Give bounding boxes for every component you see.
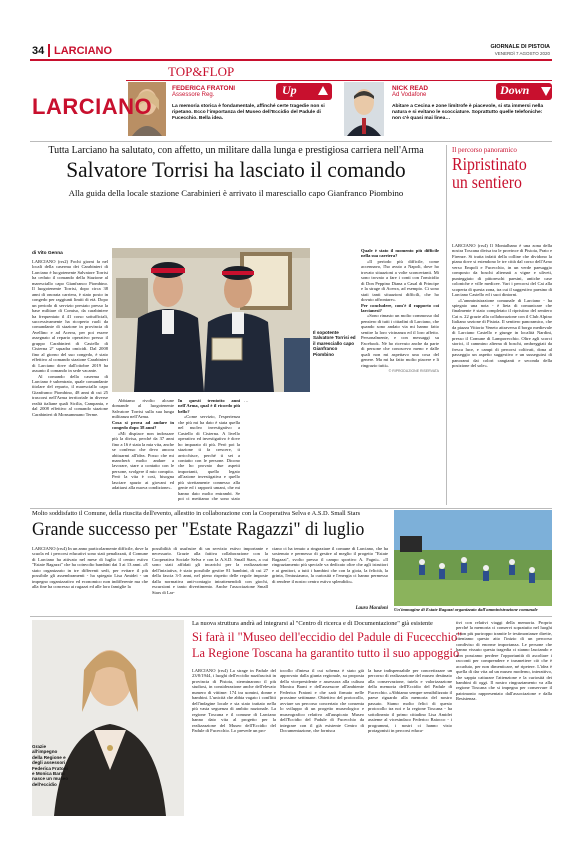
topflop-brand: TOP&FLOP	[168, 64, 235, 79]
main-headline: Salvatore Torrisi ha lasciato il comando	[66, 157, 406, 182]
main-col1b-text: Al comando della caserma di Larciano è subentrato, quale comandante titolare del reparto, il maresciallo capo Gianfranco Piombino, 48 anni di cui 25 trascorsi nell'Arma territoriale in diverse realtà italiane quali Sicilia, Campania, e dal 2008 effettivo al comando stazione Carabinieri di Monsummano Terme.	[32, 373, 108, 417]
main-col2b-text: «Mi dispiace non indossare più la divisa, perché da 37 anni fino a 16 è stata la mia vita, anche se confesso che devo ancora abituarmi all'idea. Posso che mi mancherà molto andare a lavorare, stare a contatto con le persone, svolgere il mio compito. Però la vita è così, bisogna lasciare spazio ai giovani ed adattarsi alla nuova condizione».	[112, 430, 174, 491]
sidebar-body-text: LARCIANO (rrs4) Il Montalbano è una zona della nostra Toscana divisa tra le province di Pistoia, Prato e Firenze. Si tratta infatti della colline che dividono la piana dove si estendono le tre città dal corso dell'Arno verso Empoli e Fucecchio, in un verde paesaggio composto da boschi alternati a vigne e uliveti, punteggiato di pittoreschi paesini, antiche case coloniche e ville medicee. Vari i percorsi del Cai alla scoperta di questa zona, tra cui il suggestivo paesino di Larciano Castello ed i suoi dintorni.	[452, 243, 552, 298]
museo-kicker: La nuova struttura andrà ad integrarsi al "Centro di ricerca e di Documentazione" già esistente	[192, 620, 433, 627]
museo-top-rule	[30, 616, 552, 617]
sidebar-kicker: Il percorso panoramico	[452, 146, 517, 154]
read-photo	[344, 82, 384, 136]
main-question-3: Quale è stato il momento più difficile nella sua carriera?	[361, 248, 439, 259]
estate-headline: Grande successo per "Estate Ragazzi" di luglio	[32, 519, 365, 540]
estate-top-rule	[30, 508, 552, 509]
main-col5	[361, 248, 439, 500]
paper-date: VENERDÌ 7 AGOSTO 2020	[494, 51, 550, 56]
carabinieri-photo	[112, 248, 310, 392]
topflop-bottom-rule	[30, 141, 552, 142]
museo-col4	[456, 620, 552, 818]
header-separator	[48, 44, 50, 57]
museo-col3	[368, 668, 452, 818]
estate-photo	[394, 510, 552, 606]
estate-col3	[272, 546, 388, 606]
main-subhead: Alla guida della locale stazione Carabinieri è arrivato il maresciallo capo Gianfranco Piombino	[68, 188, 404, 198]
museo-col2	[280, 668, 364, 818]
main-footnote: © RIPRODUZIONE RISERVATA	[388, 368, 439, 373]
museo-headline-2: La Regione Toscana ha garantito tutto il suo appoggio	[192, 645, 460, 660]
main-byline: di Vito Genna	[32, 251, 63, 256]
main-col4: …	[244, 398, 249, 403]
estate-byline: Laura Macaloni	[355, 606, 388, 611]
main-col2c-text: «Come servizio, l'esperienza che più mi ha dato è stata quella nel nucleo investigativo a Castello di Cisterna. A livello operativo ed investigativo è dove ho imparato di più. Però poi la stazione ti fa crescere, ti arricchisce, perché ti sei a contatto con le persone. Dicono che ho provato due aspetti importanti, quello legato all'azione investigativa e quello più strettamente connesso alla gente ed i rapporti umani, che mi hanno dato molto entrambi. Se poi ci mettiamo che sono stato	[178, 414, 240, 502]
arrow-down-icon	[541, 87, 551, 96]
estate-col1	[32, 546, 148, 612]
arrow-up-icon	[318, 86, 328, 95]
museo-col4-text: tivi con relativi viaggi della memoria. Proprio perché la memoria ci conservi sopratutto nel luoghi e non più purtroppo tramite le testimonianze dirette, riteniamo questo atto l'inizio di un percorso condiviso di enorme importanza. Le persone che hanno vissuto questa tragedia ci stanno lasciando e non possiamo perdere l'opportunità di ascoltare i racconti per comprendere e trasmettere ciò che è accaduto, per non dimenticare, né ripetere. L'idea è quella di dar vita ad un museo moderno, interattivo, che sappia catturare l'attenzione e la curiosità dei bambini di oggi. Il nostro ringraziamento va alla regione Toscana che si impegna per conservare il patrimonio rappresentato dall'associazione e dalla Resistenza.	[456, 620, 552, 702]
main-col3a-text: «Il periodo più difficile, come accennavo, l'ho avuto a Napoli, dove ho trovato situazioni a volte sconcertanti. Mi sono trovato a fare i conti con l'omicidio di Don Peppino Diana a Casal di Principe e la strage di Acerra, ad esempio. Ci sono stati tanti situazioni difficili, che ho dovuto affrontare».	[361, 258, 439, 303]
museo-caption: Grazie all'impegno della Regione e degli assessori Federica Fratoni e Monica Barni nasce un museo dell'eccidio	[32, 744, 68, 787]
main-col2	[112, 398, 174, 502]
main-col3	[178, 398, 240, 502]
flop-name: NICK READ	[392, 85, 429, 92]
top-text: La memoria storica è fondamentale, affinché certe tragedie non si ripetano. Ecco l'importanza del Museo dell'Eccidio del Padule di Fucecchio. Bella idea.	[172, 104, 325, 121]
down-badge-label: Down	[500, 83, 530, 97]
header-rule	[30, 59, 552, 61]
main-col2a-text: Abbiamo rivolto alcune domande al luogotenente Salvatore Torrisi sulla sua lunga militanza nell'Arma.	[112, 398, 174, 420]
main-col1-text: LARCIANO (rrs2) Fochi giorni fa nel locali della caserma dei Carabinieri di Larciano è lucgotenente Salvatore Torrisi ha ceduto il comando della Stazione al maresciallo capo Gianfranco Piombino. Il luogotenente Torrisi, dopo circa 38 anni di onorata carriera, è stato posto in congedo per raggiunti limiti di età. Dopo un periodo di servizio prestato presso la base militare di Comiso, da carabiniere ha frequentato il 41 corso sottufficiali, successivamente ha ricoperto ruoli da comandante di stazione in provincia di Avellino e ad Acerra, per poi essere assegnato al reparto operativo presso il gruppo Carabinieri di Castello di Cisterna 2° squadra omicidi. Dal 2008 fino al giorno del suo congedo, è stato effettivo al comando stazione Carabinieri di Larciano dove dall'ottobre 2019 ha assunto il comando in sede vacante.	[32, 259, 108, 374]
sidebar-divider	[446, 145, 447, 505]
section-label: LARCIANO	[54, 45, 113, 57]
main-question-1: Cosa si prova ad andare in congedo dopo 38 anni?	[112, 419, 174, 431]
main-question-4: Per concludere, com'è il rapporto coi larcianesi?	[361, 302, 439, 313]
paper-name: GIORNALE DI PISTOIA	[490, 44, 550, 50]
sidebar-headline: Ripristinato un sentiero	[452, 154, 527, 192]
estate-caption: Un'immagine di Estate Ragazzi organizzato dall'amministrazione comunale	[394, 607, 538, 612]
estate-col2	[152, 546, 268, 612]
estate-col1-text: LARCIANO (rrs4) In un anno particolarmente difficile, dove la scuola ed i percorsi educativi sono stati penalizzati, il Comune di Larciano ha attivato nel mese di luglio il centro estivo "Estate Ragazzi" che ha coinvolto bambini dai 3 ai 13 anni. «E stato organizzato in tre differenti sedi, per evitare il più possibile gli assembramenti - ha spiegato Lisa Amidei - un impegno organizzativo ed economico non indifferente ma che alla fine ha concesso ai ragazzi ed alle loro famiglie la	[32, 546, 148, 590]
museo-headline-1: Si farà il "Museo dell'eccidio del Padule di Fucecchio"	[192, 629, 463, 644]
flop-role: Ad Vodafone	[392, 92, 427, 98]
estate-kicker: Molto soddisfatto il Comune, della riuscita dell'evento, allestito in collaborazione con la Cooperativa Selva e A.S.D. Small Stars	[32, 510, 361, 517]
top-name: FEDERICA FRATONI	[172, 85, 236, 92]
main-caption: Il sopotente Salvatore Torrisi ed il maresciallo capo Gianfranco Piombino	[313, 330, 356, 357]
museo-col1-text: LARCIANO (rrs4) La strage in Padule del 23/8/1944, i luoghi dell'eccidio nazifascisti in provincia di Pistoia, sterminarono il più studiosi, in considerazione anche dell'elevato numero di vittime: 174 tra uomini, donne e bambini. L'unicità che abbia vagato i conflitti dell'indagine locale e sia stato trattato nella più vasta seguenza di ambito nazionale. La regione Toscana e il comune di Larciano hanno dato vita al progetto per la realizzazione del Museo dell'Eccidio del Padule di Fucecchio. Lo prevede un pro-	[192, 668, 276, 733]
museo-col3-text: la base indispensabile per concretizzare un percorso di realizzazione del museo destinato alla conservazione, tutela e valorizzazione della memoria dell'Eccidio del Padule di Fucecchio. «Abbiamo sempre sensibilizzato il paese riguardo alla memoria del nostro passato. Siamo molto felici di questo protocollo tra noi e la regione Toscana - ha sottolineato il primo cittadino Lisa Amidei assieme al vicesindaco Federico Baiocco - i programmi, i nostri ci hanno visto protagonisti in percorsi educa-	[368, 668, 452, 733]
up-badge-label: Up	[282, 83, 297, 97]
main-kicker: Tutta Larciano ha salutato, con affetto, un militare dalla lunga e prestigiosa carriera nell'Arma	[48, 145, 424, 156]
main-col1	[32, 259, 108, 499]
estate-col3-text: ciano ci ha tenuto a ringraziare il comune di Larciano, che ha sostenuto e permesso di gestire al meglio il progetto "Estate Ragazzi", svolto presso il campo sportivo A. Fagni». «Il ringraziamento più speciale va dedicato oltre che agli istruttori e ai genitori, a tutti i bambini che con la gioia, la felicità, la grinta, l'entusiasmo, la curiosità e l'energia ci hanno permesso di rendere il nostro centro estivo splendido».	[272, 546, 388, 584]
museo-col1	[192, 668, 276, 818]
sidebar-body	[452, 243, 552, 505]
section-title: LARCIANO	[32, 94, 153, 119]
main-question-2: In questi trentotto anni nell'Arma, qual è il ricordo più bello?	[178, 398, 240, 414]
estate-col2-text: possibilità di usufruire di un servizio estivo importante e necessario. Grazie alla fattiva collaborazione con la Cooperativa Sociale Selva e con la A.S.D. Small Stars, a cui sono stati affidati gli incarichi per la realizzazione dell'iniziativa, è stato possibile gestire 81 bambini, di cui 27 della fascia 3-5 anni, nel pieno rispetto delle regole imposte dalla normativa anti-contagio intrattenendoli con giochi, escursioni e tanto divertimento. Anche l'associazione Small Stars di Lar-	[152, 546, 268, 595]
page-number: 34	[32, 45, 45, 57]
sidebar-body2-text: «L'amministrazione comunale di Larciano - ha spiegato una nota - è lieta di comunicare che finalmente è stato completato il ripristino del sentiero Cai n. 22 grazie alla collaborazione con il Club Alpino Italiano sezione di Pistoia. Il sentiero panoramico, che da piazza Vittorio Veneto attraversa il borgo medievale di Larciano Castello e giunge in località Nardini, presso il Comune di Lamporecchio. Oltre agli scorci storici, il cammino alterna di boschi, ombreggiati da fresca luce, e campi di percorsi coltivati, dona al passeggio un aspetto suggestivo e un susseguirsi di panorami dai colori cangianti e seconda della posizione del sole».	[452, 297, 552, 368]
museo-col2-text: tocollo d'intesa il cui schema è stato già approvato dalla giunta regionale, su proposta della vicepresidente e assessora alla cultura Monica Barni e dell'assessore all'ambiente Federica Fratoni e che sarà firmato nelle prossime settimane. Obiettivo del protocollo, avviare un percorso concertato che consenta lo sviluppo di un progetto museologico e museografico relativo all'auspicato Museo dell'Eccidio del Padule di Fucecchio da integrare con il già esistente Centro di Documentazione, che fornisca	[280, 668, 364, 733]
main-col3b-text: «Sono rimasto un molto commosso dal pensiero di tutti i cittadini di Larciano, che quando sono andato via mi hanno fatto sentire la loro vicinanza ed il loro affetto. Personalmente, e con messaggi su Facebook. Nè ho ricevuto anche da parte di persone che conoscevo meno e dalle quali non mi aspettavo una cosa del genere. Ma mi ha fatto molto piacere e li ringrazio tutti».	[361, 313, 439, 368]
top-role: Assessore Reg.	[172, 92, 215, 98]
flop-text: Abitare a Cecina e zone limitrofe è piacevole, si sta immersi nella natura e si evitano le scocciature. Soprattutto quelle telefoniche: non c'è quasi mai linea…	[392, 104, 544, 121]
